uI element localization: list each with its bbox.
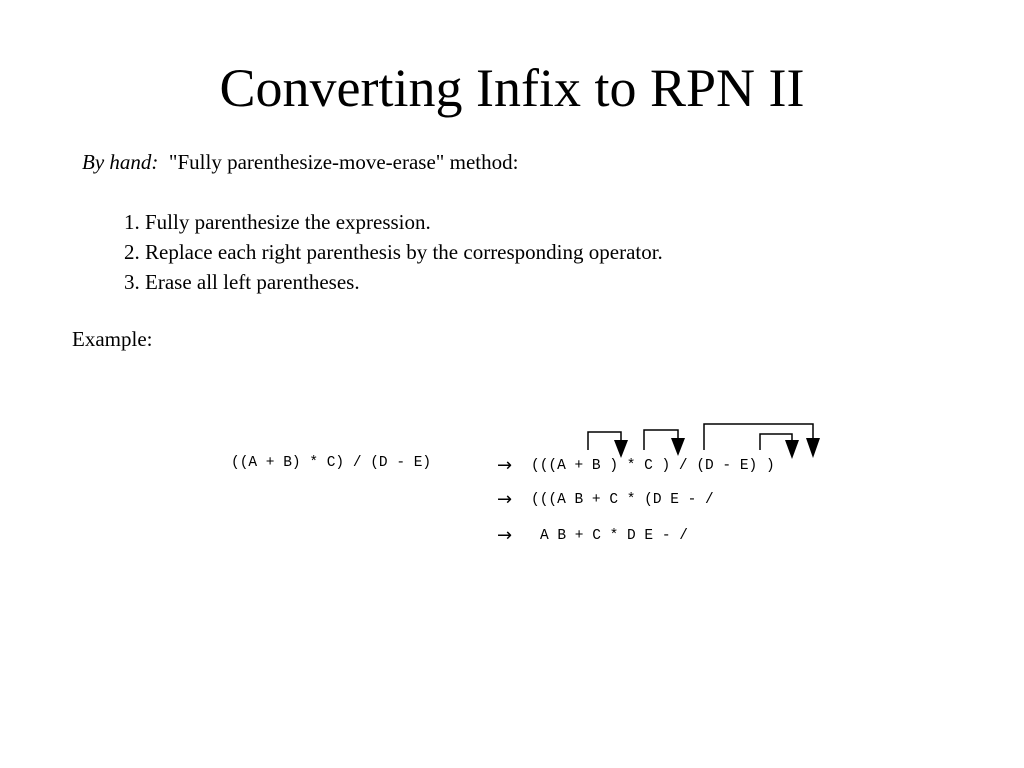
arrow-icon: → xyxy=(497,489,513,510)
rpn-expression: A B + C * D E - / xyxy=(540,528,688,544)
move-plus-arrow xyxy=(588,432,628,458)
operators-moved-expression: (((A B + C * (D E - / xyxy=(531,492,714,508)
infix-expression: ((A + B) * C) / (D - E) xyxy=(231,455,432,471)
fully-parenthesized-expression: (((A + B ) * C ) / (D - E) ) xyxy=(531,458,775,474)
example-label: Example: xyxy=(72,327,153,351)
step-item: 3. Erase all left parentheses. xyxy=(124,270,360,294)
arrow-icon: → xyxy=(497,525,513,546)
slide-title: Converting Infix to RPN II xyxy=(219,58,805,118)
move-divide-arrow xyxy=(704,424,820,458)
arrow-icon: → xyxy=(497,455,513,476)
method-name: "Fully parenthesize-move-erase" method: xyxy=(168,150,519,174)
move-minus-arrow xyxy=(760,434,799,459)
method-label: By hand: xyxy=(82,150,159,174)
step-item: 2. Replace each right parenthesis by the corresponding operator. xyxy=(124,240,663,264)
move-times-arrow xyxy=(644,430,685,456)
step-item: 1. Fully parenthesize the expression. xyxy=(124,210,431,234)
